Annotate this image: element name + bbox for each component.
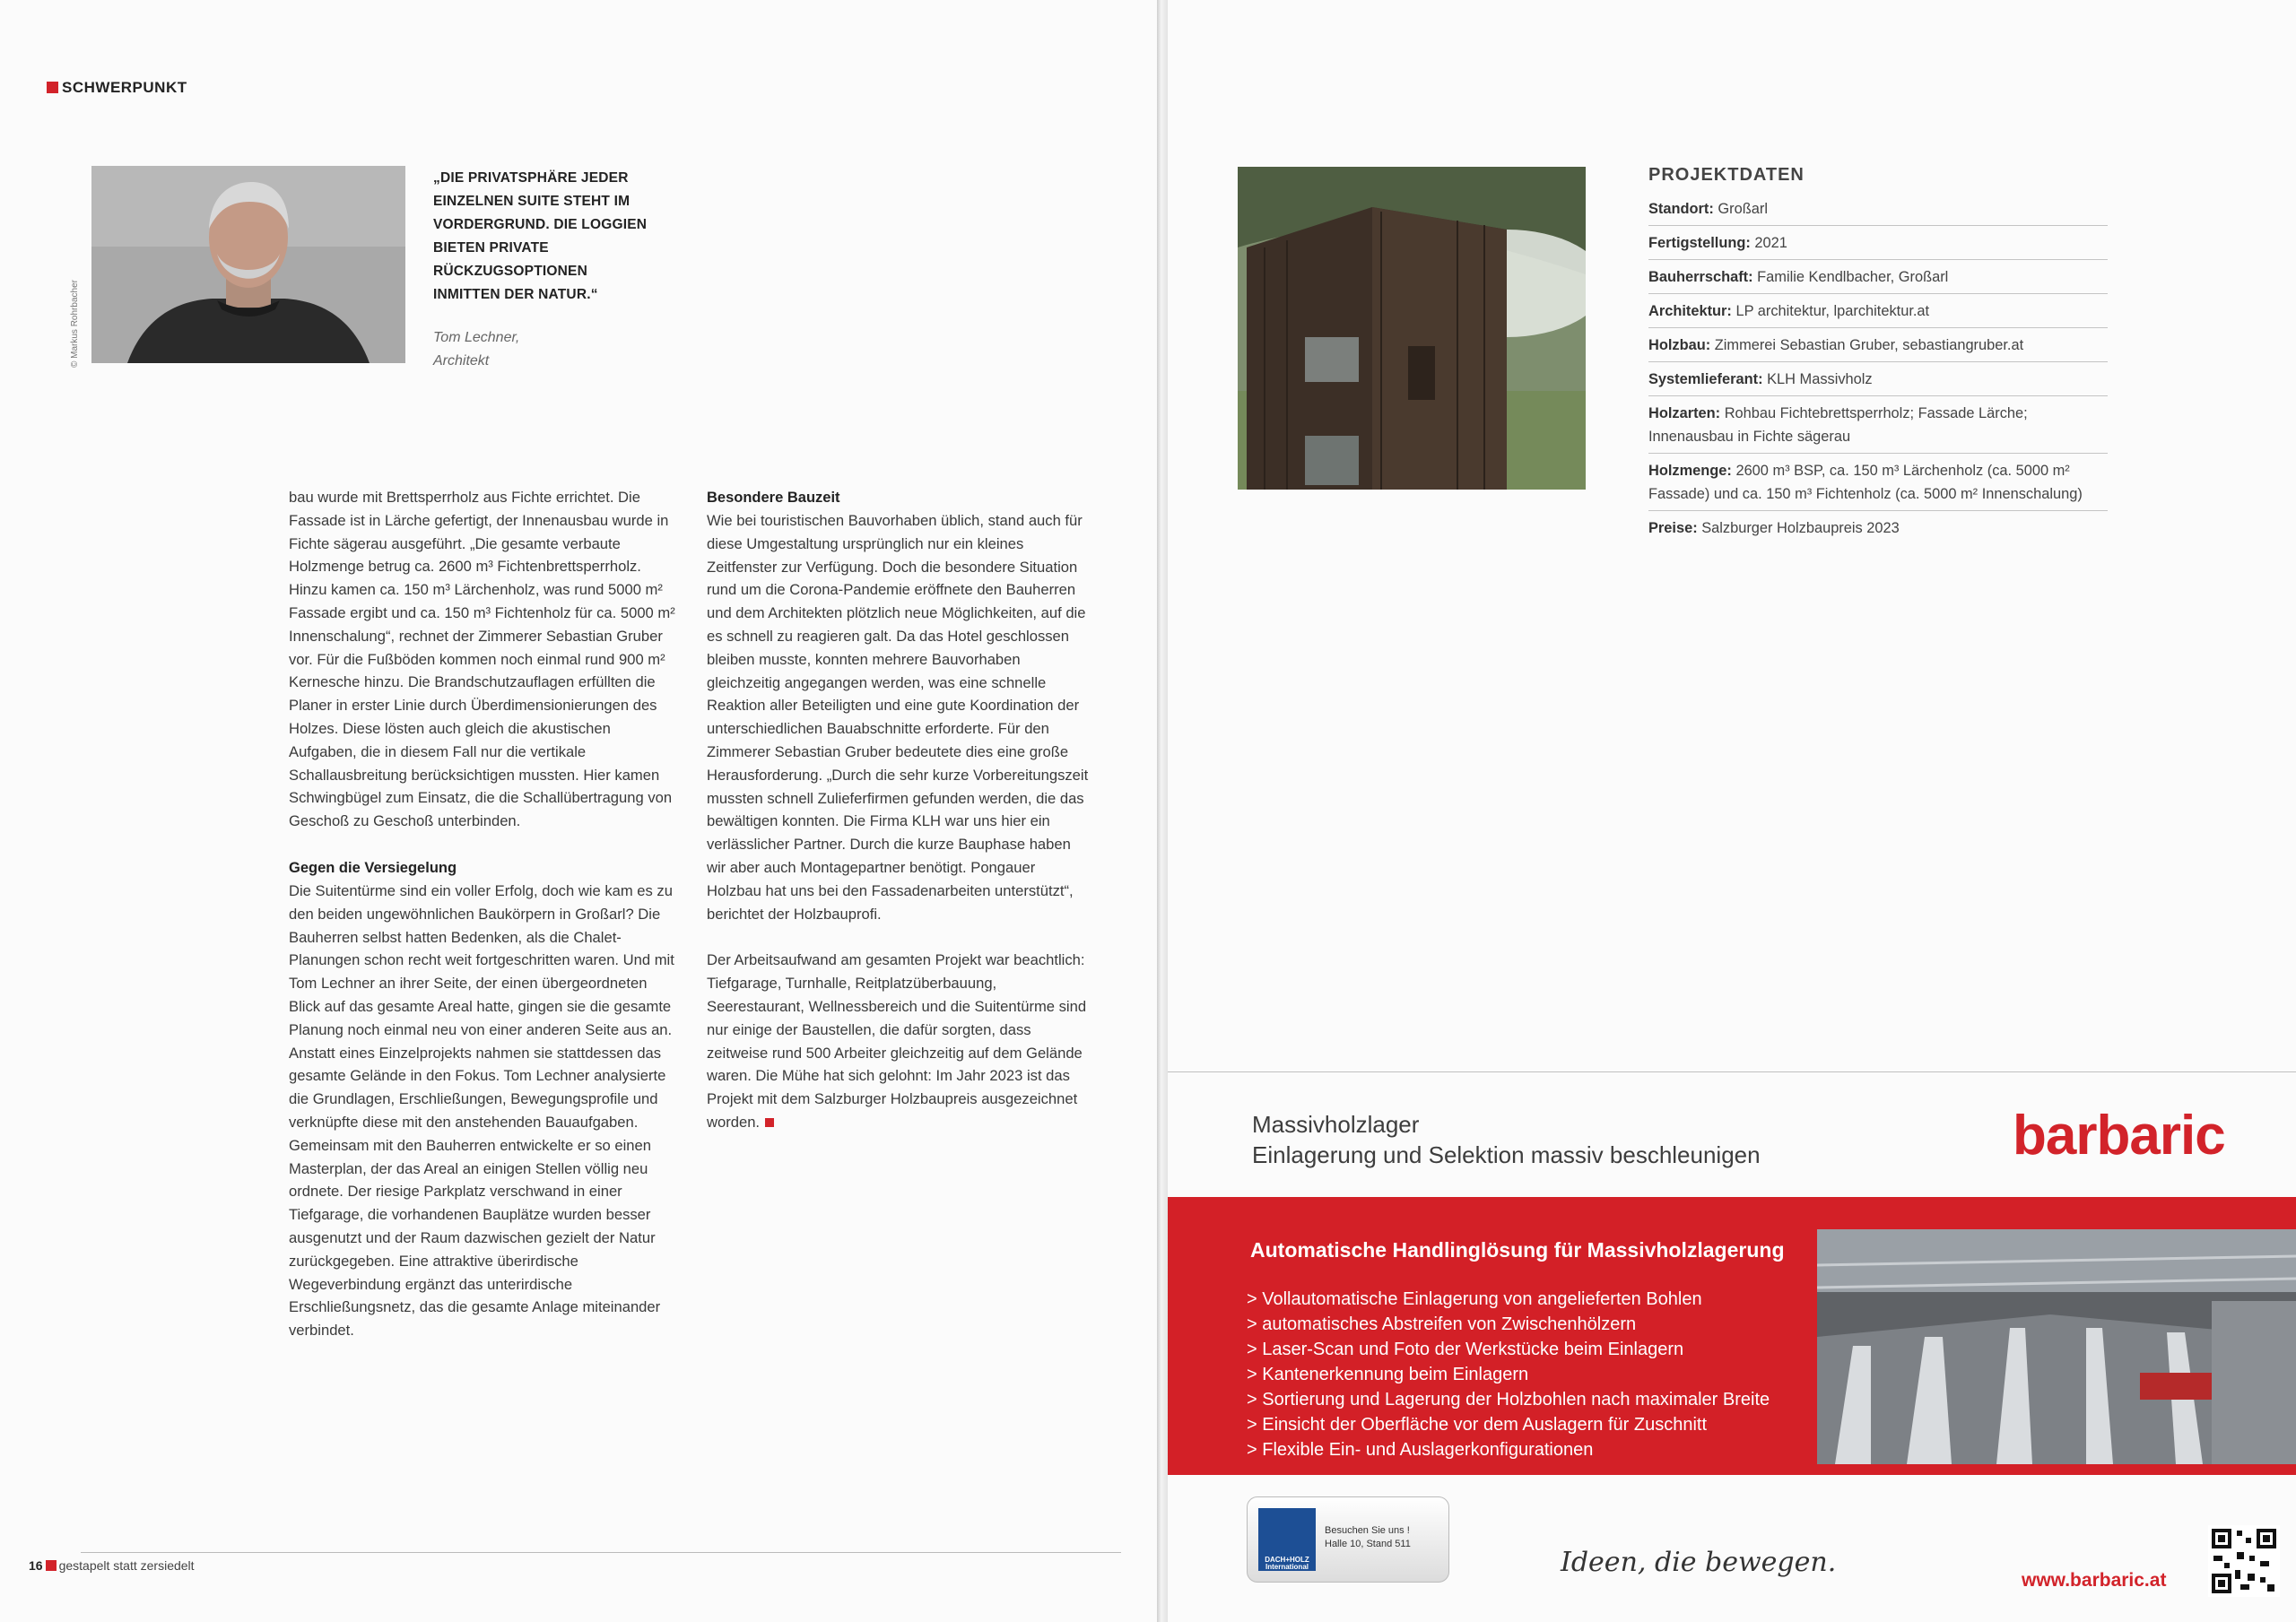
feature-item: > Laser-Scan und Foto der Werkstücke beim Einlagern [1247, 1340, 1684, 1359]
footer-rule [81, 1552, 1121, 1553]
quote-author-name: Tom Lechner, [433, 330, 520, 345]
project-data-row: Holzmenge: 2600 m³ BSP, ca. 150 m³ Lärchenholz (ca. 5000 m² Fassade) und ca. 150 m³ Fichtenholz (ca. 5000 m² Innenschalung) [1648, 454, 2108, 511]
subheading: Besondere Bauzeit [707, 490, 840, 506]
badge-line: Halle 10, Stand 511 [1325, 1539, 1411, 1549]
article-column-2 [707, 486, 1092, 1134]
footer-title: gestapelt statt zersiedelt [58, 1558, 195, 1573]
dach-holz-logo: DACH+HOLZ International [1258, 1508, 1316, 1571]
ad-title: Massivholzlager Einlagerung und Selektion massiv beschleunigen [1252, 1111, 1761, 1168]
badge-line: Besuchen Sie uns ! [1325, 1525, 1410, 1536]
warehouse-photo [1817, 1229, 2296, 1464]
qr-code-icon[interactable] [2208, 1525, 2280, 1597]
building-photo [1238, 167, 1586, 490]
photo-credit: © Markus Rohrbacher [70, 280, 80, 368]
quote-author-role: Architekt [433, 353, 490, 369]
barbaric-logo: barbaric [2013, 1105, 2225, 1167]
paragraph: Der Arbeitsaufwand am gesamten Projekt war beachtlich: Tiefgarage, Turnhalle, Reitplatzüberbauung, Seerestaurant, Wellnessbereich und die Suitentürme sind nur einige der Baustellen, die dafür sorgten, dass zeitweise rund 500 Arbeiter gleichzeitig auf dem Gelände waren. Die Mühe hat sich gelohnt: Im Jahr 2023 ist das Projekt mit dem Salzburger Holzbaupreis ausgezeichnet worden. [707, 951, 1087, 1131]
quote-author [433, 326, 519, 373]
article-column-1 [289, 486, 679, 1342]
feature-list [1247, 1287, 1803, 1462]
subheading: Gegen die Versiegelung [289, 859, 457, 876]
feature-item: > automatisches Abstreifen von Zwischenhölzern [1247, 1314, 1637, 1334]
right-page [1168, 0, 2296, 1622]
ad-red-band [1168, 1197, 2296, 1475]
project-data-row: Fertigstellung: 2021 [1648, 226, 2108, 260]
section-heading: SCHWERPUNKT [47, 79, 187, 97]
project-data-row: Preise: Salzburger Holzbaupreis 2023 [1648, 520, 1900, 536]
paragraph: Wie bei touristischen Bauvorhaben üblich, stand auch für diese Umgestaltung ursprünglich nur ein kleines Zeitfenster zur Verfügung. Doch die besondere Situation rund um die Corona-Pandemie eröffnete den Bauherren und dem Architekten plötzlich neue Möglichkeiten, auf die es schnell zu reagieren galt. Da das Hotel geschlossen bleiben musste, konnten mehrere Bauvorhaben gleichzeitig angegangen werden, was eine schnelle Reaktion aller Beteiligten und eine gute Koordination der unterschiedlichen Bauabschnitte erforderte. Für den Zimmerer Sebastian Gruber bedeutete dies eine große Herausforderung. „Durch die sehr kurze Vorbereitungszeit mussten schnell Zulieferfirmen gefunden werden, die das bewältigen konnten. Die Firma KLH war uns hier ein verlässlicher Partner. Durch die kurze Bauphase haben wir aber auch Montagepartner benötigt. Pongauer Holzbau hat uns bei den Fassadenarbeiten unterstützt“, berichtet der Holzbauprofi. [707, 512, 1089, 923]
feature-item: > Sortierung und Lagerung der Holzbohlen nach maximaler Breite [1247, 1390, 1770, 1409]
red-square-icon [47, 82, 58, 93]
portrait-photo [91, 166, 405, 363]
page-footer [29, 1558, 195, 1573]
end-mark-icon [765, 1118, 774, 1127]
red-square-icon [46, 1560, 57, 1571]
paragraph: Die Suitentürme sind ein voller Erfolg, doch wie kam es zu den beiden ungewöhnlichen Baukörpern in Großarl? Die Bauherren selbst hatten Bedenken, als die Chalet-Planungen schon recht weit fortgeschritten waren. Und mit Tom Lechner an ihrer Seite, der einen übergeordneten Blick auf das gesamte Areal hatte, gingen sie die gesamte Planung noch einmal neu von einer anderen Seite aus an. Anstatt eines Einzelprojekts nahmen sie stattdessen das gesamte Gelände in den Fokus. Tom Lechner analysierte die Grundlagen, Erschließungen, Bewegungsprofile und verknüpfte diese mit den anstehenden Bauaufgaben. Gemeinsam mit den Bauherren entwickelte er so einen Masterplan, der das Areal an einigen Stellen völlig neu ordnete. Der riesige Parkplatz verschwand in einer Tiefgarage, die vorhandenen Bauplätze wurden besser ausgenutzt und der Raum dazwischen gezielt der Natur zurückgegeben. Eine attraktive überirdische Wegeverbindung ergänzt das unterirdische Erschließungsnetz, das die gesamte Anlage miteinander verbindet. [289, 881, 674, 1340]
projektdaten-title: PROJEKTDATEN [1648, 165, 1805, 185]
page-gutter [1157, 0, 1168, 1622]
slogan: Ideen, die bewegen. [1561, 1547, 1837, 1578]
feature-item: > Flexible Ein- und Auslagerkonfigurationen [1247, 1440, 1594, 1460]
project-data-row: Standort: Großarl [1648, 192, 2108, 226]
feature-item: > Vollautomatische Einlagerung von angelieferten Bohlen [1247, 1289, 1702, 1309]
project-data-row: Architektur: LP architektur, lparchitektur.at [1648, 294, 2108, 328]
project-data-row: Systemlieferant: KLH Massivholz [1648, 362, 2108, 396]
website-link[interactable]: www.barbaric.at [2022, 1570, 2167, 1591]
feature-item: > Kantenerkennung beim Einlagern [1247, 1365, 1529, 1384]
pull-quote: „DIE PRIVATSPHÄRE JEDER EINZELNEN SUITE STEHT IM VORDERGRUND. DIE LOGGIEN BIETEN PRIVATE RÜCKZUGSOPTIONEN INMITTEN DER NATUR.“ [433, 170, 648, 302]
band-title: Automatische Handlinglösung für Massivholzlagerung [1250, 1238, 1785, 1262]
feature-item: > Einsicht der Oberfläche vor dem Auslagern für Zuschnitt [1247, 1415, 1708, 1435]
project-data-row: Bauherrschaft: Familie Kendlbacher, Großarl [1648, 260, 2108, 294]
project-data-row: Holzarten: Rohbau Fichtebrettsperrholz; Fassade Lärche; Innenausbau in Fichte sägerau [1648, 396, 2108, 454]
paragraph: bau wurde mit Brettsperrholz aus Fichte errichtet. Die Fassade ist in Lärche gefertigt, der Innenausbau wurde in Fichte sägerau ausgeführt. „Die gesamte verbaute Holzmenge betrug ca. 2600 m³ Fichtenbrettsperrholz. Hinzu kamen ca. 150 m³ Lärchenholz, was rund 5000 m² Fassade ergibt und ca. 150 m³ Fichtenholz für ca. 5000 m² Innenschalung“, rechnet der Zimmerer Sebastian Gruber vor. Für die Fußböden kommen noch einmal rund 900 m² Kernesche hinzu. Die Brandschutzauflagen erfüllten die Planer in erster Linie durch Überdimensionierungen des Holzes. Diese lösten auch gleich die akustischen Aufgaben, die in diesem Fall nur die vertikale Schallausbreitung berücksichtigen mussten. Hier kamen Schwingbügel zum Einsatz, die die Schallübertragung von Geschoß zu Geschoß unterbinden. [289, 489, 675, 830]
trade-fair-badge [1247, 1496, 1449, 1583]
page-number: 16 [29, 1558, 43, 1573]
project-data-row: Holzbau: Zimmerei Sebastian Gruber, sebastiangruber.at [1648, 328, 2108, 362]
advertisement [1168, 1071, 2296, 1622]
project-data-list [1648, 192, 2108, 544]
